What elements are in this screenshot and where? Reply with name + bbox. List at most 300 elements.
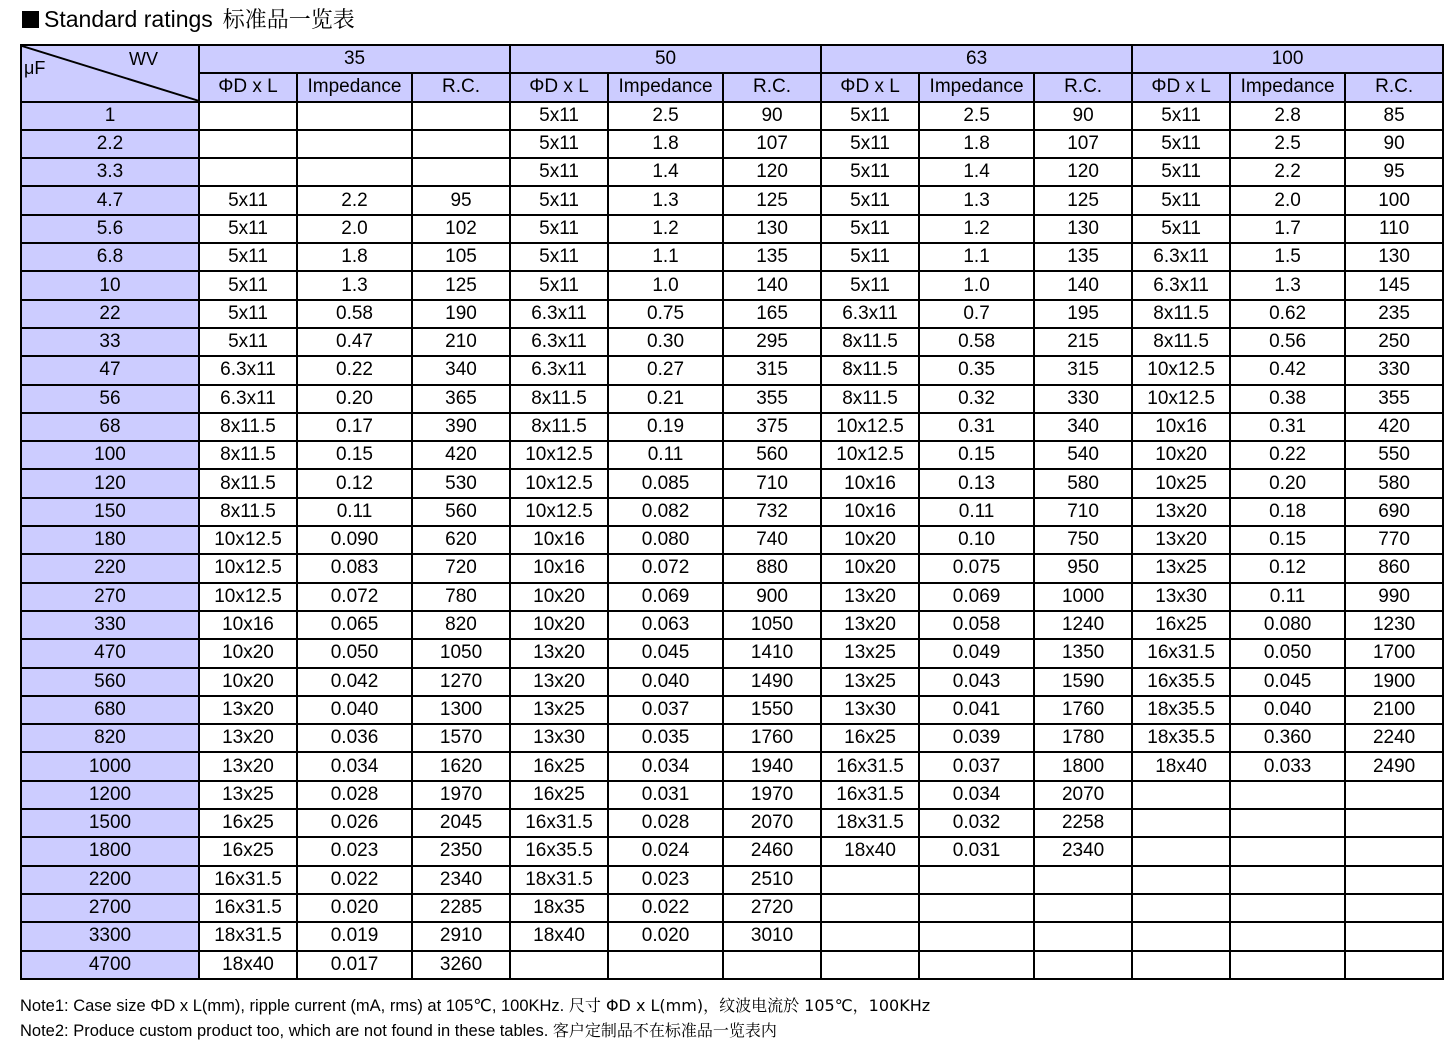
ripple-current-cell: 95 (1345, 158, 1443, 186)
impedance-cell: 1.2 (608, 215, 723, 243)
impedance-cell: 1.8 (297, 243, 412, 271)
case-size-cell: 10x12.5 (510, 498, 608, 526)
ripple-current-cell: 2350 (412, 837, 510, 865)
case-size-cell: 18x40 (510, 922, 608, 950)
impedance-cell: 1.5 (1230, 243, 1345, 271)
impedance-cell: 0.043 (919, 668, 1034, 696)
ripple-current-cell (412, 130, 510, 158)
diagonal-line (22, 46, 198, 101)
table-row (21, 441, 1443, 469)
impedance-cell: 1.8 (919, 130, 1034, 158)
case-size-cell: 5x11 (510, 102, 608, 130)
ripple-current-cell: 2100 (1345, 696, 1443, 724)
impedance-cell (1230, 809, 1345, 837)
impedance-cell: 0.039 (919, 724, 1034, 752)
ripple-current-cell: 1570 (412, 724, 510, 752)
ripple-current-cell: 900 (723, 583, 821, 611)
ripple-current-cell: 1800 (1034, 752, 1132, 780)
case-size-cell: 16x25 (510, 752, 608, 780)
case-size-cell: 10x16 (1132, 413, 1230, 441)
ripple-current-cell: 90 (723, 102, 821, 130)
title-cn: 标准品一览表 (222, 8, 355, 33)
capacitance-cell: 33 (21, 328, 199, 356)
ripple-current-cell: 2910 (412, 922, 510, 950)
impedance-cell: 0.036 (297, 724, 412, 752)
case-size-cell: 8x11.5 (821, 328, 919, 356)
ripple-current-cell: 580 (1034, 469, 1132, 497)
capacitance-cell: 470 (21, 639, 199, 667)
impedance-cell: 0.080 (608, 526, 723, 554)
case-size-cell (1132, 809, 1230, 837)
ripple-current-cell (1345, 951, 1443, 979)
ripple-current-cell: 2070 (723, 809, 821, 837)
case-size-cell (1132, 894, 1230, 922)
ripple-current-cell: 880 (723, 554, 821, 582)
capacitance-cell: 120 (21, 469, 199, 497)
impedance-cell: 1.3 (1230, 271, 1345, 299)
ripple-current-cell: 550 (1345, 441, 1443, 469)
case-size-cell: 10x12.5 (510, 441, 608, 469)
case-size-cell (510, 951, 608, 979)
case-size-cell: 8x11.5 (510, 385, 608, 413)
capacitance-cell: 100 (21, 441, 199, 469)
ripple-current-cell: 3010 (723, 922, 821, 950)
case-size-cell: 10x25 (1132, 469, 1230, 497)
impedance-cell (1230, 894, 1345, 922)
ripple-current-cell: 125 (723, 186, 821, 214)
capacitance-cell: 330 (21, 611, 199, 639)
impedance-cell: 0.085 (608, 469, 723, 497)
capacitance-cell: 3300 (21, 922, 199, 950)
impedance-cell (919, 894, 1034, 922)
impedance-cell: 1.0 (919, 271, 1034, 299)
case-size-header: ΦD x L (510, 73, 608, 101)
case-size-cell (1132, 781, 1230, 809)
table-row (21, 526, 1443, 554)
capacitance-cell: 220 (21, 554, 199, 582)
impedance-cell: 0.11 (1230, 583, 1345, 611)
impedance-cell: 1.3 (608, 186, 723, 214)
ripple-current-cell (1034, 894, 1132, 922)
ripple-current-cell: 1700 (1345, 639, 1443, 667)
ripple-current-cell: 2340 (1034, 837, 1132, 865)
ripple-current-cell: 85 (1345, 102, 1443, 130)
impedance-cell: 0.11 (297, 498, 412, 526)
capacitance-cell: 1 (21, 102, 199, 130)
ripple-current-cell: 165 (723, 300, 821, 328)
impedance-cell (919, 922, 1034, 950)
case-size-cell: 13x25 (199, 781, 297, 809)
impedance-cell: 0.023 (297, 837, 412, 865)
table-row (21, 215, 1443, 243)
case-size-cell: 6.3x11 (199, 356, 297, 384)
impedance-cell: 0.034 (297, 752, 412, 780)
capacitance-cell: 68 (21, 413, 199, 441)
ripple-current-cell: 330 (1345, 356, 1443, 384)
table-row (21, 328, 1443, 356)
case-size-cell: 10x20 (821, 554, 919, 582)
case-size-cell: 18x35 (510, 894, 608, 922)
ripple-current-cell (1345, 837, 1443, 865)
impedance-cell: 0.069 (608, 583, 723, 611)
case-size-cell: 13x25 (510, 696, 608, 724)
ripple-current-cell (1345, 809, 1443, 837)
ripple-current-cell: 365 (412, 385, 510, 413)
case-size-cell: 13x20 (821, 611, 919, 639)
ripple-current-cell: 90 (1345, 130, 1443, 158)
ripple-current-header: R.C. (723, 73, 821, 101)
impedance-cell: 0.037 (608, 696, 723, 724)
impedance-header: Impedance (608, 73, 723, 101)
impedance-cell: 0.11 (919, 498, 1034, 526)
case-size-cell: 18x40 (199, 951, 297, 979)
case-size-cell: 10x12.5 (199, 583, 297, 611)
case-size-cell: 5x11 (510, 243, 608, 271)
ripple-current-cell: 235 (1345, 300, 1443, 328)
case-size-cell: 13x20 (1132, 526, 1230, 554)
case-size-cell: 10x20 (510, 583, 608, 611)
impedance-cell: 0.19 (608, 413, 723, 441)
case-size-cell: 18x35.5 (1132, 696, 1230, 724)
impedance-cell: 0.62 (1230, 300, 1345, 328)
ripple-current-cell: 2070 (1034, 781, 1132, 809)
note-2-en: Note2: Produce custom product too, which are not found in these tables. (20, 1022, 549, 1040)
ripple-current-cell (412, 102, 510, 130)
capacitance-cell: 3.3 (21, 158, 199, 186)
impedance-cell: 0.069 (919, 583, 1034, 611)
ripple-current-cell: 860 (1345, 554, 1443, 582)
ripple-current-cell: 190 (412, 300, 510, 328)
ripple-current-cell: 1970 (412, 781, 510, 809)
case-size-cell: 5x11 (199, 215, 297, 243)
case-size-cell: 6.3x11 (510, 300, 608, 328)
case-size-cell: 5x11 (821, 271, 919, 299)
voltage-header: 35 (199, 45, 510, 73)
ripple-current-cell: 1000 (1034, 583, 1132, 611)
impedance-cell: 0.080 (1230, 611, 1345, 639)
case-size-cell: 5x11 (199, 243, 297, 271)
case-size-cell: 18x31.5 (510, 866, 608, 894)
impedance-cell (1230, 951, 1345, 979)
corner-wv-label: WV (129, 49, 158, 69)
impedance-cell (297, 158, 412, 186)
ripple-current-cell: 195 (1034, 300, 1132, 328)
ripple-current-cell: 375 (723, 413, 821, 441)
table-row (21, 243, 1443, 271)
standard-ratings-table (20, 44, 1444, 980)
ripple-current-cell: 355 (723, 385, 821, 413)
table-row (21, 158, 1443, 186)
table-row (21, 498, 1443, 526)
page-title (22, 4, 355, 34)
impedance-cell: 0.090 (297, 526, 412, 554)
case-size-cell: 18x40 (821, 837, 919, 865)
ripple-current-cell: 950 (1034, 554, 1132, 582)
case-size-cell: 13x25 (1132, 554, 1230, 582)
case-size-cell: 13x20 (199, 724, 297, 752)
ripple-current-cell (1345, 894, 1443, 922)
case-size-cell (1132, 922, 1230, 950)
table-row (21, 951, 1443, 979)
impedance-cell: 2.5 (919, 102, 1034, 130)
capacitance-cell: 560 (21, 668, 199, 696)
impedance-cell: 0.42 (1230, 356, 1345, 384)
impedance-cell: 0.075 (919, 554, 1034, 582)
case-size-header: ΦD x L (199, 73, 297, 101)
case-size-cell: 16x31.5 (510, 809, 608, 837)
table-row (21, 554, 1443, 582)
impedance-cell: 0.020 (608, 922, 723, 950)
ripple-current-cell: 690 (1345, 498, 1443, 526)
impedance-cell: 1.1 (608, 243, 723, 271)
impedance-cell: 2.0 (1230, 186, 1345, 214)
impedance-cell: 0.042 (297, 668, 412, 696)
ripple-current-cell: 135 (723, 243, 821, 271)
ripple-current-cell: 1270 (412, 668, 510, 696)
case-size-cell: 16x31.5 (199, 866, 297, 894)
ripple-current-cell: 1490 (723, 668, 821, 696)
ripple-current-cell: 732 (723, 498, 821, 526)
impedance-cell: 0.27 (608, 356, 723, 384)
case-size-header: ΦD x L (821, 73, 919, 101)
impedance-cell: 0.30 (608, 328, 723, 356)
ripple-current-cell: 3260 (412, 951, 510, 979)
ripple-current-cell: 1410 (723, 639, 821, 667)
impedance-cell: 0.041 (919, 696, 1034, 724)
title-en: Standard ratings (44, 6, 213, 32)
case-size-cell: 16x25 (199, 809, 297, 837)
table-row (21, 583, 1443, 611)
case-size-cell: 10x12.5 (199, 554, 297, 582)
corner-uf-label: μF (24, 57, 46, 78)
impedance-cell: 0.11 (608, 441, 723, 469)
case-size-cell: 13x20 (199, 752, 297, 780)
case-size-cell: 6.3x11 (1132, 271, 1230, 299)
case-size-cell: 16x31.5 (821, 781, 919, 809)
capacitance-cell: 5.6 (21, 215, 199, 243)
case-size-cell: 10x20 (510, 611, 608, 639)
impedance-cell: 0.12 (297, 469, 412, 497)
ripple-current-cell: 1550 (723, 696, 821, 724)
case-size-cell: 10x16 (821, 469, 919, 497)
impedance-cell: 0.050 (297, 639, 412, 667)
impedance-cell: 0.031 (608, 781, 723, 809)
table-row (21, 186, 1443, 214)
case-size-cell: 5x11 (821, 130, 919, 158)
table-row (21, 413, 1443, 441)
table-row (21, 469, 1443, 497)
ripple-current-cell: 110 (1345, 215, 1443, 243)
ripple-current-cell (1034, 866, 1132, 894)
case-size-cell: 10x16 (510, 554, 608, 582)
impedance-cell: 0.10 (919, 526, 1034, 554)
ripple-current-cell: 1620 (412, 752, 510, 780)
case-size-cell: 5x11 (510, 186, 608, 214)
impedance-cell: 0.050 (1230, 639, 1345, 667)
capacitance-cell: 10 (21, 271, 199, 299)
case-size-cell (821, 951, 919, 979)
impedance-header: Impedance (919, 73, 1034, 101)
impedance-cell: 0.20 (297, 385, 412, 413)
case-size-cell: 5x11 (821, 243, 919, 271)
table-row (21, 866, 1443, 894)
impedance-cell: 0.023 (608, 866, 723, 894)
ripple-current-header: R.C. (412, 73, 510, 101)
case-size-cell: 13x20 (821, 583, 919, 611)
impedance-cell: 0.035 (608, 724, 723, 752)
case-size-cell: 8x11.5 (199, 413, 297, 441)
impedance-cell: 0.35 (919, 356, 1034, 384)
ripple-current-cell (1034, 922, 1132, 950)
ripple-current-cell: 1970 (723, 781, 821, 809)
case-size-cell: 8x11.5 (199, 441, 297, 469)
case-size-cell: 13x20 (510, 639, 608, 667)
case-size-cell: 5x11 (199, 271, 297, 299)
table-row (21, 837, 1443, 865)
case-size-cell: 10x20 (821, 526, 919, 554)
impedance-cell (919, 951, 1034, 979)
impedance-cell: 0.032 (919, 809, 1034, 837)
ripple-current-cell: 1940 (723, 752, 821, 780)
ripple-current-cell: 330 (1034, 385, 1132, 413)
ripple-current-cell: 2510 (723, 866, 821, 894)
capacitance-cell: 2700 (21, 894, 199, 922)
ripple-current-cell: 530 (412, 469, 510, 497)
ripple-current-cell: 580 (1345, 469, 1443, 497)
case-size-cell: 8x11.5 (1132, 328, 1230, 356)
case-size-cell: 5x11 (199, 300, 297, 328)
impedance-cell: 0.47 (297, 328, 412, 356)
capacitance-cell: 150 (21, 498, 199, 526)
case-size-cell: 5x11 (1132, 215, 1230, 243)
ripple-current-cell: 120 (723, 158, 821, 186)
impedance-cell: 0.037 (919, 752, 1034, 780)
impedance-cell: 0.020 (297, 894, 412, 922)
impedance-cell: 2.2 (1230, 158, 1345, 186)
case-size-cell: 8x11.5 (1132, 300, 1230, 328)
ripple-current-header: R.C. (1034, 73, 1132, 101)
note-1 (20, 993, 930, 1016)
impedance-cell: 1.3 (297, 271, 412, 299)
impedance-cell: 1.4 (919, 158, 1034, 186)
case-size-cell: 10x12.5 (510, 469, 608, 497)
impedance-cell (1230, 781, 1345, 809)
impedance-cell: 0.17 (297, 413, 412, 441)
ripple-current-cell: 140 (1034, 271, 1132, 299)
impedance-cell: 0.040 (1230, 696, 1345, 724)
ripple-current-cell: 710 (723, 469, 821, 497)
impedance-cell: 1.2 (919, 215, 1034, 243)
case-size-cell: 13x30 (1132, 583, 1230, 611)
case-size-cell: 13x20 (1132, 498, 1230, 526)
ripple-current-cell: 105 (412, 243, 510, 271)
case-size-cell: 6.3x11 (1132, 243, 1230, 271)
impedance-cell: 0.75 (608, 300, 723, 328)
case-size-cell: 5x11 (510, 271, 608, 299)
ripple-current-cell: 1050 (723, 611, 821, 639)
ripple-current-cell: 90 (1034, 102, 1132, 130)
ripple-current-cell: 1300 (412, 696, 510, 724)
impedance-cell (1230, 837, 1345, 865)
ripple-current-cell: 340 (412, 356, 510, 384)
impedance-cell: 0.7 (919, 300, 1034, 328)
impedance-cell: 0.58 (919, 328, 1034, 356)
ripple-current-cell: 210 (412, 328, 510, 356)
ripple-current-cell: 2240 (1345, 724, 1443, 752)
black-square-icon (22, 11, 39, 28)
impedance-cell (297, 130, 412, 158)
ripple-current-cell (723, 951, 821, 979)
case-size-cell: 5x11 (821, 215, 919, 243)
impedance-header: Impedance (1230, 73, 1345, 101)
ripple-current-cell: 295 (723, 328, 821, 356)
table-row (21, 668, 1443, 696)
case-size-cell: 18x31.5 (821, 809, 919, 837)
capacitance-cell: 180 (21, 526, 199, 554)
capacitance-cell: 1000 (21, 752, 199, 780)
case-size-cell: 10x20 (1132, 441, 1230, 469)
case-size-header: ΦD x L (1132, 73, 1230, 101)
table-row (21, 356, 1443, 384)
capacitance-cell: 1800 (21, 837, 199, 865)
impedance-cell: 2.5 (1230, 130, 1345, 158)
impedance-cell: 0.040 (608, 668, 723, 696)
capacitance-cell: 22 (21, 300, 199, 328)
case-size-cell: 8x11.5 (821, 356, 919, 384)
capacitance-cell: 2.2 (21, 130, 199, 158)
impedance-cell: 0.20 (1230, 469, 1345, 497)
impedance-cell: 0.31 (1230, 413, 1345, 441)
impedance-cell: 2.0 (297, 215, 412, 243)
case-size-cell: 5x11 (199, 186, 297, 214)
impedance-cell: 0.040 (297, 696, 412, 724)
ripple-current-cell: 1050 (412, 639, 510, 667)
case-size-cell: 10x16 (821, 498, 919, 526)
ripple-current-cell: 770 (1345, 526, 1443, 554)
ripple-current-cell: 1760 (723, 724, 821, 752)
ripple-current-cell: 107 (723, 130, 821, 158)
note-1-en: Note1: Case size ΦD x L(mm), ripple current (mA, rms) at 105℃, 100KHz. (20, 997, 565, 1015)
ripple-current-cell: 120 (1034, 158, 1132, 186)
case-size-cell: 8x11.5 (821, 385, 919, 413)
case-size-cell: 16x35.5 (1132, 668, 1230, 696)
case-size-cell: 16x31.5 (821, 752, 919, 780)
note-1-cn: 尺寸 ΦD x L(mm)，纹波电流於 105℃，100KHz (568, 996, 931, 1015)
table-row (21, 611, 1443, 639)
case-size-cell: 13x30 (510, 724, 608, 752)
case-size-cell: 13x20 (510, 668, 608, 696)
ripple-current-cell (1345, 781, 1443, 809)
capacitance-cell: 4700 (21, 951, 199, 979)
case-size-cell: 5x11 (510, 130, 608, 158)
ripple-current-cell: 1350 (1034, 639, 1132, 667)
case-size-cell: 10x12.5 (1132, 385, 1230, 413)
impedance-cell: 0.360 (1230, 724, 1345, 752)
impedance-cell (1230, 866, 1345, 894)
impedance-cell: 0.028 (297, 781, 412, 809)
impedance-cell: 1.3 (919, 186, 1034, 214)
case-size-cell: 5x11 (1132, 130, 1230, 158)
ripple-current-cell: 355 (1345, 385, 1443, 413)
capacitance-cell: 56 (21, 385, 199, 413)
ripple-current-cell: 560 (723, 441, 821, 469)
impedance-cell: 0.028 (608, 809, 723, 837)
ripple-current-cell: 390 (412, 413, 510, 441)
impedance-cell: 0.019 (297, 922, 412, 950)
ripple-current-cell: 125 (1034, 186, 1132, 214)
case-size-cell: 16x35.5 (510, 837, 608, 865)
ripple-current-cell: 125 (412, 271, 510, 299)
